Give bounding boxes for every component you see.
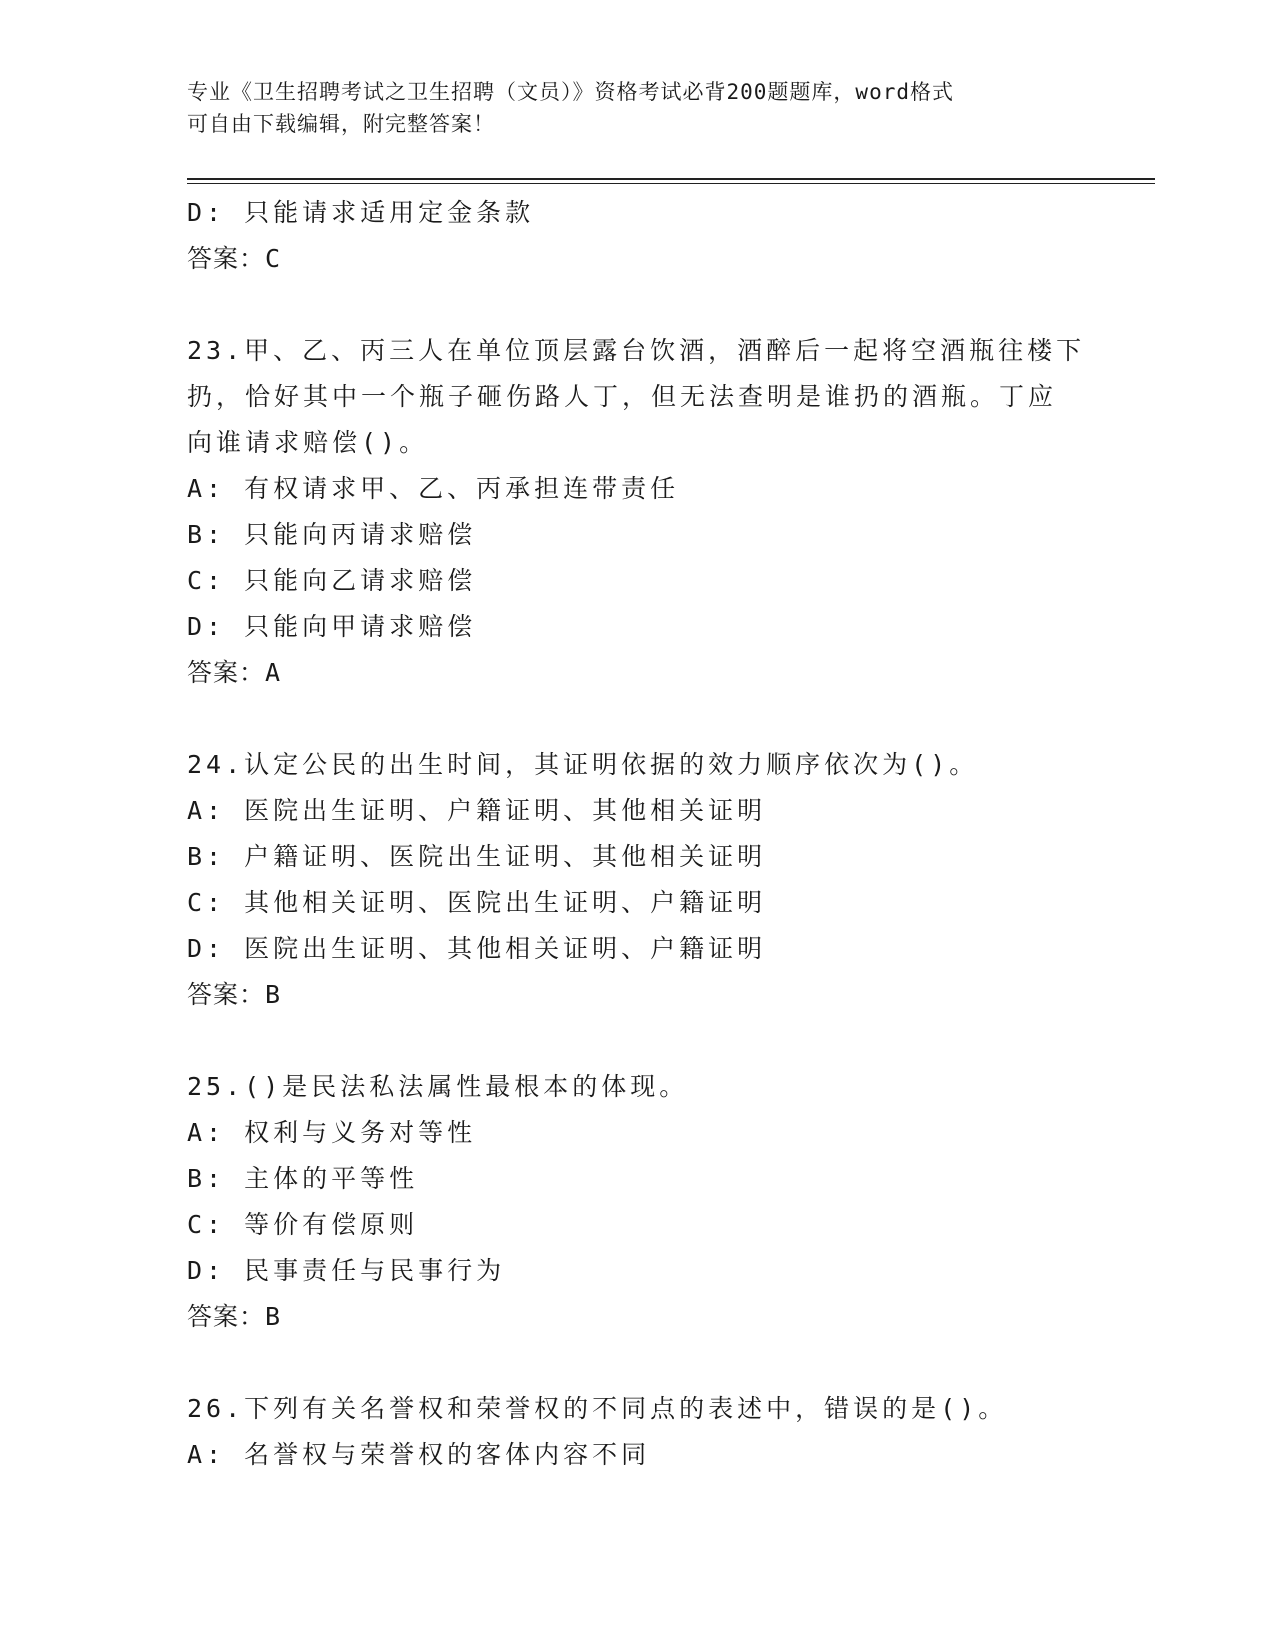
question-24 [187,742,1087,1018]
option-a: A: 医院出生证明、户籍证明、其他相关证明 [187,796,767,825]
question-stem-line: 24.认定公民的出生时间，其证明依据的效力顺序依次为()。 [187,750,979,779]
option-a: A: 名誉权与荣誉权的客体内容不同 [187,1440,651,1469]
option-d: D: 民事责任与民事行为 [187,1256,506,1285]
option-a: A: 有权请求甲、乙、丙承担连带责任 [187,474,680,503]
spacer [187,1340,1087,1386]
question-stem-line: 23.甲、乙、丙三人在单位顶层露台饮酒，酒醉后一起将空酒瓶往楼下 [187,336,1086,365]
question-26 [187,1386,1087,1478]
spacer [187,696,1087,742]
header-title-line-2: 可自由下载编辑，附完整答案！ [187,112,495,136]
option-d: D: 只能向甲请求赔偿 [187,612,477,641]
option-b: B: 只能向丙请求赔偿 [187,520,477,549]
question-25 [187,1064,1087,1340]
option-c: C: 只能向乙请求赔偿 [187,566,477,595]
question-stem-line: 扔，恰好其中一个瓶子砸伤路人丁，但无法查明是谁扔的酒瓶。丁应 [187,382,1058,411]
option-d: D: 只能请求适用定金条款 [187,198,535,227]
question-23 [187,328,1087,696]
answer-line: 答案：C [187,244,282,273]
spacer [187,1018,1087,1064]
option-c: C: 其他相关证明、医院出生证明、户籍证明 [187,888,767,917]
option-d: D: 医院出生证明、其他相关证明、户籍证明 [187,934,767,963]
option-c: C: 等价有偿原则 [187,1210,419,1239]
option-b: B: 主体的平等性 [187,1164,419,1193]
answer-line: 答案：B [187,1302,282,1331]
question-stem-line: 26.下列有关名誉权和荣誉权的不同点的表述中，错误的是()。 [187,1394,1008,1423]
option-b: B: 户籍证明、医院出生证明、其他相关证明 [187,842,767,871]
question-stem-line: 25.()是民法私法属性最根本的体现。 [187,1072,689,1101]
answer-line: 答案：A [187,658,282,687]
header-title-line-1: 专业《卫生招聘考试之卫生招聘（文员）》资格考试必背200题题库，word格式 [187,80,954,104]
question-22-tail [187,190,1087,282]
header-divider-thin [187,183,1155,184]
option-a: A: 权利与义务对等性 [187,1118,477,1147]
question-list [187,190,1087,1478]
spacer [187,282,1087,328]
header-divider-thick [187,178,1155,180]
question-stem-line: 向谁请求赔偿()。 [187,428,429,457]
document-header [187,76,1067,140]
answer-line: 答案：B [187,980,282,1009]
